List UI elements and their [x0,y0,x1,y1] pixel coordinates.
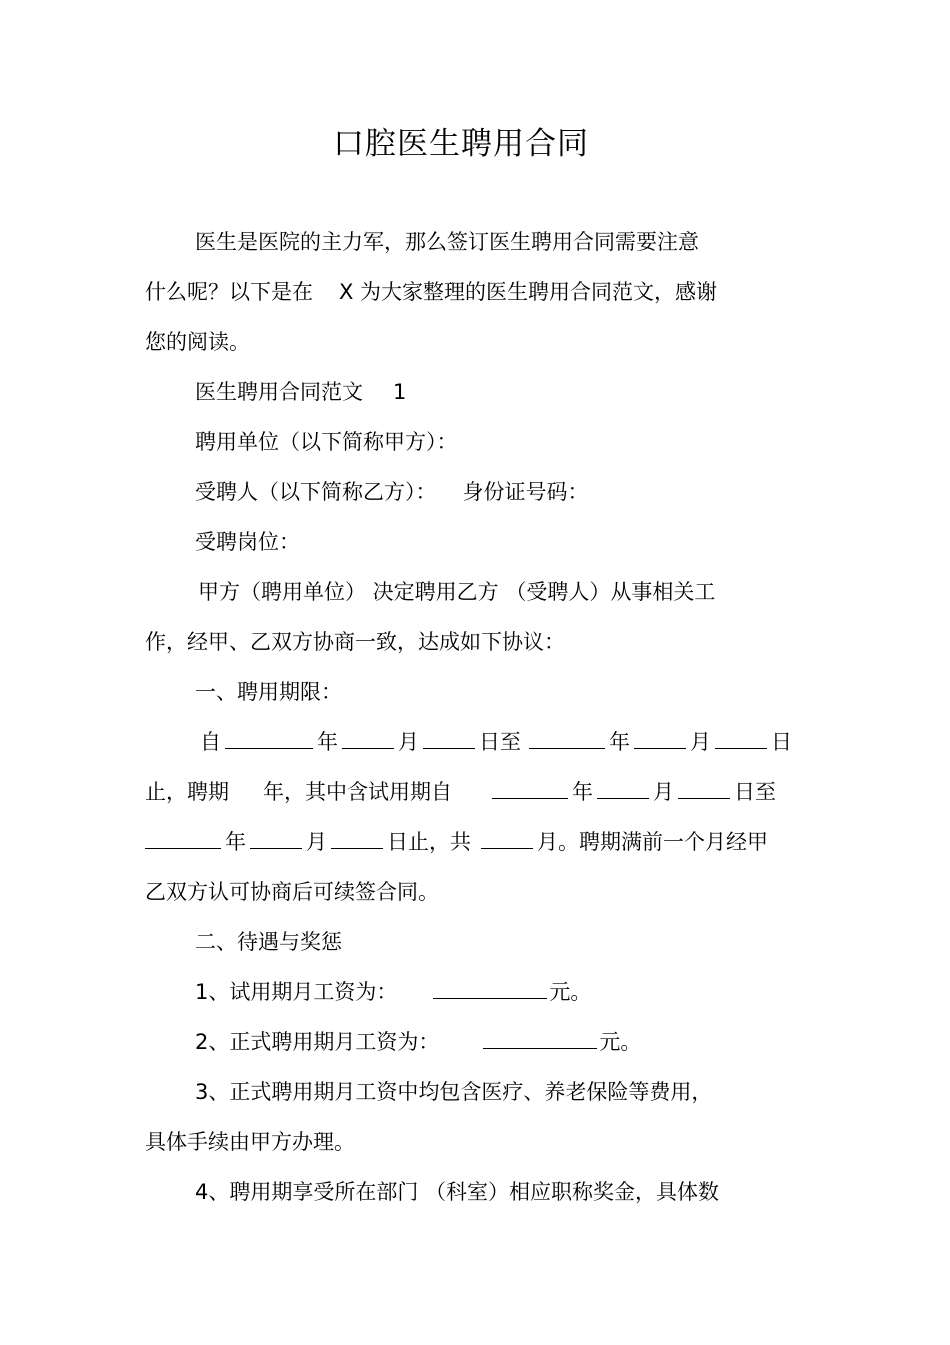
section-1-heading: 一、聘用期限： [195,680,342,704]
id-number-label: 身份证号码： [462,480,589,504]
intro-line-2-part-b: X 为大家整理的医生聘用合同范文，感谢 [339,280,718,304]
term-text: 止，聘期 [145,780,229,804]
term-text: 日止，共 [387,830,471,854]
blank-field [715,730,767,749]
term-line-2 [145,777,776,807]
formal-salary-blank [483,1030,597,1049]
blank-field [331,830,383,849]
probation-salary-blank [433,980,547,999]
intro-line-2-part-a: 什么呢？以下是在 [145,280,313,304]
blank-field [529,730,605,749]
blank-field [423,730,475,749]
blank-field [342,730,394,749]
employee-label: 受聘人（以下简称乙方）： [195,480,437,504]
probation-salary-line [195,977,591,1007]
term-line-4: 乙双方认可协商后可续签合同。 [145,880,439,904]
blank-field [634,730,686,749]
sample-heading-text: 医生聘用合同范文 [195,380,363,404]
term-text: 月 [690,730,711,754]
term-text: 年 [572,780,593,804]
term-text: 年 [317,730,338,754]
intro-line-1: 医生是医院的主力军，那么签订医生聘用合同需要注意 [195,230,699,254]
blank-field [492,780,568,799]
bonus-line-1: 4、聘用期享受所在部门 （科室）相应职称奖金，具体数 [195,1180,720,1204]
employee-line [195,477,589,507]
term-text: 日至 [734,780,776,804]
intro-line-3: 您的阅读。 [145,330,250,354]
formal-salary-label: 2、正式聘用期月工资为： [195,1030,440,1054]
term-text: 年 [225,830,246,854]
document-title: 口腔医生聘用合同 [333,126,589,162]
section-2-heading: 二、待遇与奖惩 [195,930,342,954]
term-line-3 [145,827,768,857]
term-text: 年，其中含试用期自 [263,780,452,804]
blank-field [481,830,533,849]
blank-field [597,780,649,799]
preamble-line-1: 甲方（聘用单位） 决定聘用乙方 （受聘人）从事相关工 [198,580,716,604]
sample-heading-number: 1 [393,380,407,404]
salary-unit: 元。 [599,1030,642,1054]
blank-field [145,830,221,849]
post-label: 受聘岗位： [195,530,300,554]
intro-line-2 [145,277,717,307]
term-line-1 [200,727,792,757]
sample-heading [195,377,406,407]
salary-unit: 元。 [549,980,592,1004]
term-text: 月 [306,830,327,854]
term-text: 日至 [479,730,521,754]
term-text: 年 [609,730,630,754]
formal-salary-line [195,1027,641,1057]
term-text: 自 [200,730,221,754]
insurance-line-1: 3、正式聘用期月工资中均包含医疗、养老保险等费用， [195,1080,713,1104]
blank-field [250,830,302,849]
probation-salary-label: 1、试用期月工资为： [195,980,398,1004]
employer-label: 聘用单位（以下简称甲方）： [195,430,458,454]
blank-field [225,730,313,749]
term-text: 日 [771,730,792,754]
term-text: 月 [398,730,419,754]
term-text: 月。聘期满前一个月经甲 [537,830,768,854]
insurance-line-2: 具体手续由甲方办理。 [145,1130,355,1154]
preamble-line-2: 作，经甲、乙双方协商一致，达成如下协议： [145,630,565,654]
term-text: 月 [653,780,674,804]
blank-field [678,780,730,799]
